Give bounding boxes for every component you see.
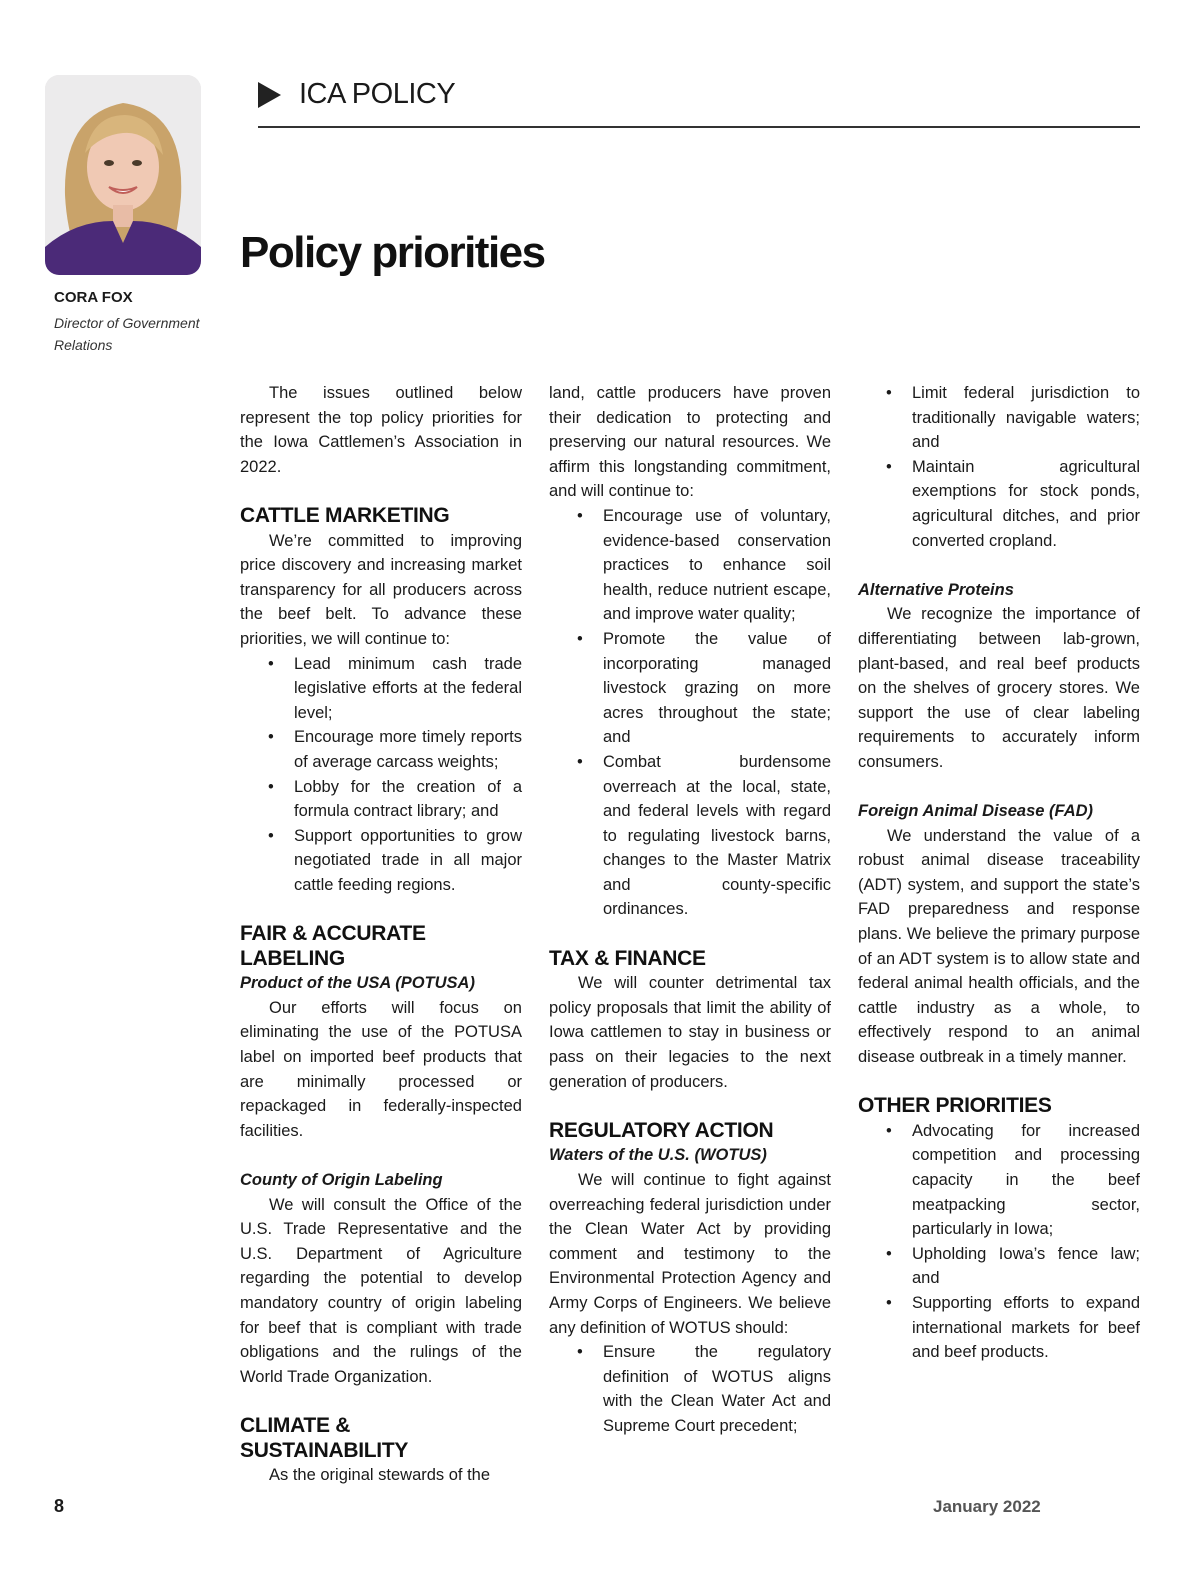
climate-body-start: As the original stewards of the — [269, 1466, 491, 1485]
wotus-heading: Waters of the U.S. (WOTUS) — [549, 1146, 767, 1165]
list-item: • Promote the value of incorporating managed livestock grazing on more acres throughout the state; and — [549, 627, 831, 750]
list-item: • Maintain agricultural exemptions for stock ponds, agricultural ditches, and prior converted cropland. — [858, 455, 1140, 553]
list-item: • Ensure the regulatory definition of WOTUS aligns with the Clean Water Act and Supreme Court precedent; — [549, 1340, 831, 1438]
header-rule — [258, 126, 1140, 128]
cool-heading: County of Origin Labeling — [240, 1171, 443, 1189]
potusa-body: Our efforts will focus on eliminating the use of the POTUSA label on imported beef products that are minimally processed or repackaged in federally-inspected facilities. — [240, 998, 522, 1140]
fad-body: We understand the value of a robust animal disease traceability (ADT) system, and support the state’s FAD preparedness and response plans. We believe the primary purpose of an ADT system is to allow state and federal animal health officials, and the cattle industry as a whole, to effectively respond to an animal disease outbreak in a timely manner. — [858, 826, 1140, 1067]
column-2 — [549, 381, 831, 1439]
wotus-body: We will continue to fight against overreaching federal jurisdiction under the Clean Water Act by providing comment and testimony to the Environmental Protection Agency and Army Corps of Engineers. We believe any definition of WOTUS should: — [549, 1171, 831, 1337]
climate-heading: CLIMATE & SUSTAINABILITY — [240, 1413, 409, 1462]
list-item: • Limit federal jurisdiction to traditionally navigable waters; and — [858, 381, 1140, 455]
alt-proteins-heading: Alternative Proteins — [858, 580, 1014, 599]
fad-heading: Foreign Animal Disease (FAD) — [858, 802, 1094, 821]
section-header — [258, 78, 455, 111]
cattle-marketing-list — [240, 652, 522, 898]
page-title: Policy priorities — [240, 228, 545, 277]
author-title: Director of Government Relations — [54, 315, 200, 353]
author-name: CORA FOX — [54, 289, 133, 306]
list-item: • Combat burdensome overreach at the local, state, and federal levels with regard to regulating livestock barns, changes to the Master Matrix and county-specific ordinances. — [549, 750, 831, 922]
page-number: 8 — [54, 1496, 65, 1516]
section-label: ICA POLICY — [299, 78, 456, 110]
regulatory-heading: REGULATORY ACTION — [549, 1118, 774, 1142]
other-priorities-heading: OTHER PRIORITIES — [858, 1094, 1052, 1118]
list-item: • Support opportunities to grow negotiated trade in all major cattle feeding regions. — [240, 824, 522, 898]
tax-heading: TAX & FINANCE — [549, 946, 706, 970]
column-3 — [858, 381, 1140, 1365]
list-item: • Encourage use of voluntary, evidence-based conservation practices to enhance soil health, reduce nutrient escape, and improve water quality; — [549, 504, 831, 627]
cattle-marketing-body: We’re committed to improving price discovery and increasing market transparency for all producers across the beef belt. To advance these priorities, we will continue to: — [240, 531, 522, 648]
intro-paragraph: The issues outlined below represent the top policy priorities for the Iowa Cattlemen’s Association in 2022. — [240, 384, 522, 476]
author-portrait — [45, 75, 201, 275]
potusa-heading: Product of the USA (POTUSA) — [240, 974, 475, 993]
list-item: • Lobby for the creation of a formula contract library; and — [240, 775, 522, 824]
cattle-marketing-heading: CATTLE MARKETING — [240, 503, 450, 527]
list-item: • Supporting efforts to expand international markets for beef and beef products. — [858, 1291, 1140, 1365]
climate-body-cont: land, cattle producers have proven their dedication to protecting and preserving our natural resources. We affirm this longstanding commitment, and will continue to: — [549, 384, 831, 501]
wotus-list — [549, 1340, 831, 1438]
issue-date: January 2022 — [933, 1497, 1041, 1516]
cool-body: We will consult the Office of the U.S. Trade Representative and the U.S. Department of Agriculture regarding the potential to develop mandatory country of origin labeling for beef that is compliant with trade obligations and the rulings of the World Trade Organization. — [240, 1195, 522, 1386]
other-priorities-list — [858, 1119, 1140, 1365]
wotus-list-cont — [858, 381, 1140, 553]
play-triangle-icon — [258, 82, 281, 108]
tax-body: We will counter detrimental tax policy proposals that limit the ability of Iowa cattlemen to stay in business or pass on their legacies to the next generation of producers. — [549, 974, 831, 1091]
climate-list — [549, 504, 831, 922]
alt-proteins-body: We recognize the importance of differentiating between lab-grown, plant-based, and real beef products on the shelves of grocery stores. We support the use of clear labeling requirements to accurately inform consumers. — [858, 605, 1140, 771]
list-item: • Upholding Iowa’s fence law; and — [858, 1242, 1140, 1291]
column-1 — [240, 381, 522, 1488]
list-item: • Encourage more timely reports of average carcass weights; — [240, 725, 522, 774]
list-item: • Advocating for increased competition and processing capacity in the beef meatpacking sector, particularly in Iowa; — [858, 1119, 1140, 1242]
list-item: • Lead minimum cash trade legislative efforts at the federal level; — [240, 652, 522, 726]
labeling-heading: FAIR & ACCURATE LABELING — [240, 922, 426, 970]
